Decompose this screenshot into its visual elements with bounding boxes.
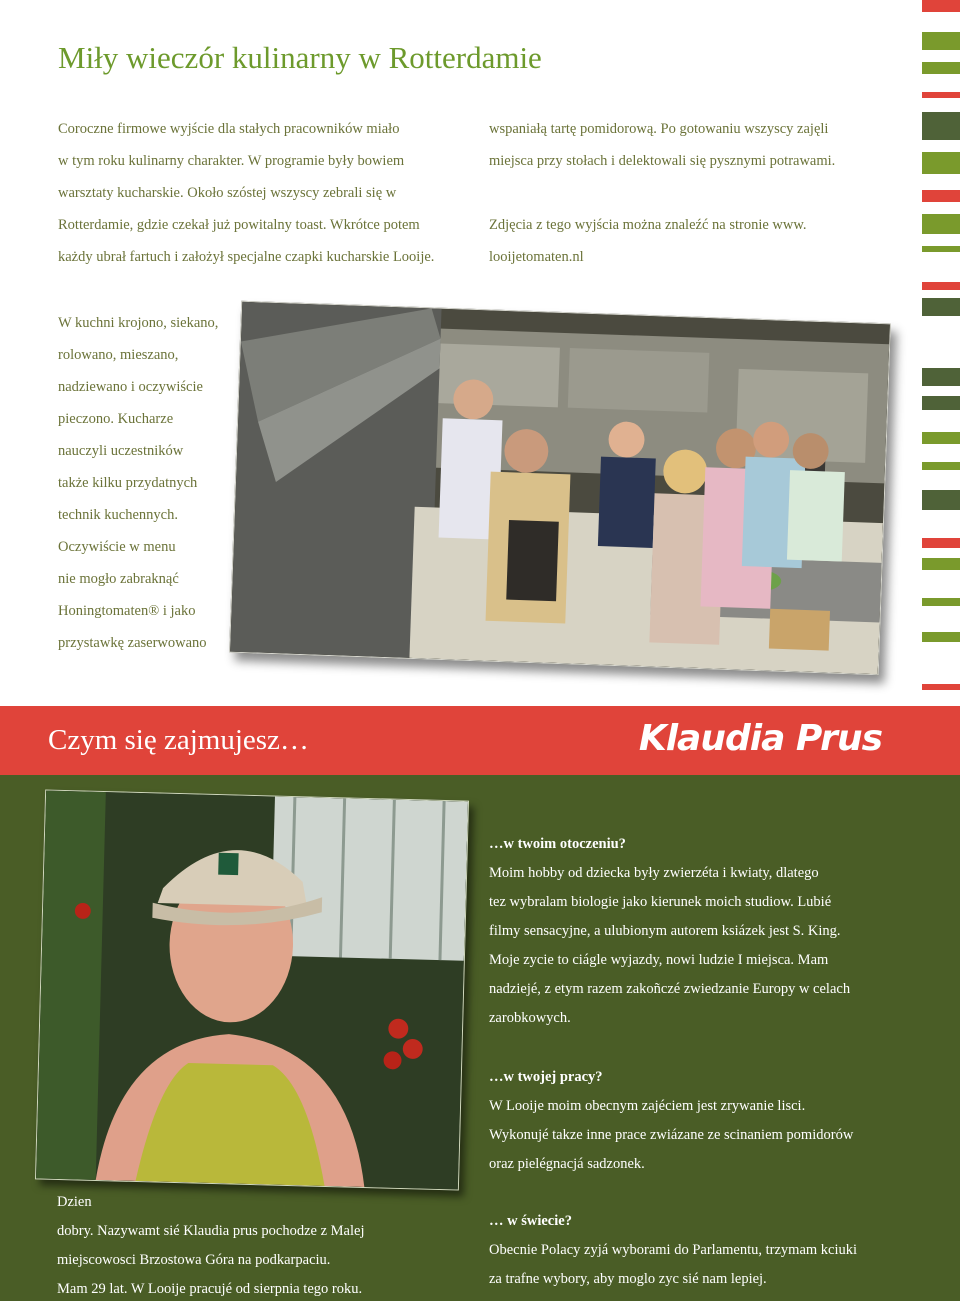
- paragraph-line: w tym roku kulinarny charakter. W programie były bowiem: [58, 153, 405, 169]
- intro-line: miejscowosci Brzostowa Góra na podkarpaciu.: [57, 1252, 331, 1268]
- qa-work: [489, 1063, 853, 1179]
- paragraph-line: rolowano, mieszano,: [58, 347, 179, 363]
- paragraph-line: technik kuchennych.: [58, 507, 178, 523]
- question: …w twojej pracy?: [489, 1069, 603, 1085]
- answer-line: oraz pielégnacjá sadzonek.: [489, 1156, 645, 1172]
- stripe: [922, 462, 960, 470]
- portrait-illustration: [36, 791, 468, 1190]
- stripe: [922, 282, 960, 290]
- stripe: [922, 558, 960, 570]
- article-left-column: [58, 113, 434, 273]
- intro-line: Mam 29 lat. W Looije pracujé od sierpnia tego roku.: [57, 1281, 363, 1297]
- paragraph-line: Zdjęcia z tego wyjścia można znaleźć na stronie www.: [489, 217, 807, 233]
- banner-name: Klaudia Prus: [638, 718, 882, 759]
- stripe: [922, 32, 960, 50]
- paragraph-line: wspaniałą tartę pomidorową. Po gotowaniu wszyscy zajęli: [489, 121, 829, 137]
- profile-intro: [57, 1188, 365, 1301]
- paragraph-line: nauczyli uczestników: [58, 443, 184, 459]
- stripe: [922, 152, 960, 174]
- paragraph-line: miejsca przy stołach i delektowali się pysznymi potrawami.: [489, 153, 836, 169]
- paragraph-line: Honingtomaten® i jako: [58, 603, 196, 619]
- qa-world: [489, 1207, 857, 1294]
- stripe: [922, 598, 960, 606]
- answer-line: Moje zycie to ciágle wyjazdy, nowi ludzie I miejsca. Mam: [489, 952, 829, 968]
- answer-line: zarobkowych.: [489, 1010, 571, 1026]
- article-title: Miły wieczór kulinarny w Rotterdamie: [58, 40, 542, 75]
- paragraph-line: Coroczne firmowe wyjście dla stałych pracowników miało: [58, 121, 400, 137]
- stripe: [922, 432, 960, 444]
- stripe: [922, 632, 960, 642]
- answer-line: Moim hobby od dziecka były zwierzéta i kwiaty, dlatego: [489, 865, 819, 881]
- question: … w świecie?: [489, 1213, 572, 1229]
- stripe: [922, 490, 960, 510]
- article-right-column: [489, 113, 835, 273]
- answer-line: Obecnie Polacy zyjá wyborami do Parlamentu, trzymam kciuki: [489, 1242, 858, 1258]
- stripe: [922, 538, 960, 548]
- article-side-text: [58, 307, 218, 659]
- paragraph-line: Rotterdamie, gdzie czekał już powitalny toast. Wkrótce potem: [58, 217, 420, 233]
- stripe: [922, 62, 960, 74]
- intro-line: dobry. Nazywamt sié Klaudia prus pochodze z Malej: [57, 1223, 365, 1239]
- answer-line: Wykonujé takze inne prace zwiázane ze scinaniem pomidorów: [489, 1127, 854, 1143]
- kitchen-scene-illustration: [230, 302, 890, 674]
- website-link[interactable]: looijetomaten.nl: [489, 249, 584, 265]
- intro-line: Dzien: [57, 1194, 92, 1210]
- question: …w twoim otoczeniu?: [489, 836, 626, 852]
- stripe: [922, 112, 960, 140]
- profile-banner: [0, 706, 960, 775]
- answer-line: tez wybralam biologie jako kierunek moich studiow. Lubié: [489, 894, 832, 910]
- stripe: [922, 190, 960, 202]
- paragraph-line: przystawkę zaserwowano: [58, 635, 207, 651]
- stripe: [922, 214, 960, 234]
- answer-line: W Looije moim obecnym zajéciem jest zrywanie lisci.: [489, 1098, 806, 1114]
- paragraph-line: nie mogło zabraknąć: [58, 571, 179, 587]
- qa-surroundings: [489, 830, 850, 1033]
- paragraph-line: W kuchni krojono, siekano,: [58, 315, 219, 331]
- paragraph-line: pieczono. Kucharze: [58, 411, 174, 427]
- stripe: [922, 368, 960, 386]
- stripe: [922, 396, 960, 410]
- banner-title: Czym się zajmujesz…: [48, 724, 309, 756]
- stripe: [922, 684, 960, 690]
- answer-line: za trafne wybory, aby moglo zyc sié nam lepiej.: [489, 1271, 767, 1287]
- paragraph-line: Oczywiście w menu: [58, 539, 176, 555]
- paragraph-line: nadziewano i oczywiście: [58, 379, 203, 395]
- paragraph-line: warsztaty kucharskie. Około szóstej wszyscy zebrali się w: [58, 185, 397, 201]
- kitchen-photo: [229, 301, 891, 675]
- answer-line: nadziejé, z etym razem zakoñczé zwiedzanie Europy w celach: [489, 981, 851, 997]
- stripe: [922, 246, 960, 252]
- stripe: [922, 92, 960, 98]
- answer-line: filmy sensacyjne, a ulubionym autorem ksiázek jest S. King.: [489, 923, 841, 939]
- paragraph-line: także kilku przydatnych: [58, 475, 198, 491]
- stripe: [922, 0, 960, 12]
- paragraph-line: każdy ubrał fartuch i założył specjalne czapki kucharskie Looije.: [58, 249, 435, 265]
- portrait-photo: [35, 790, 469, 1191]
- stripe: [922, 298, 960, 316]
